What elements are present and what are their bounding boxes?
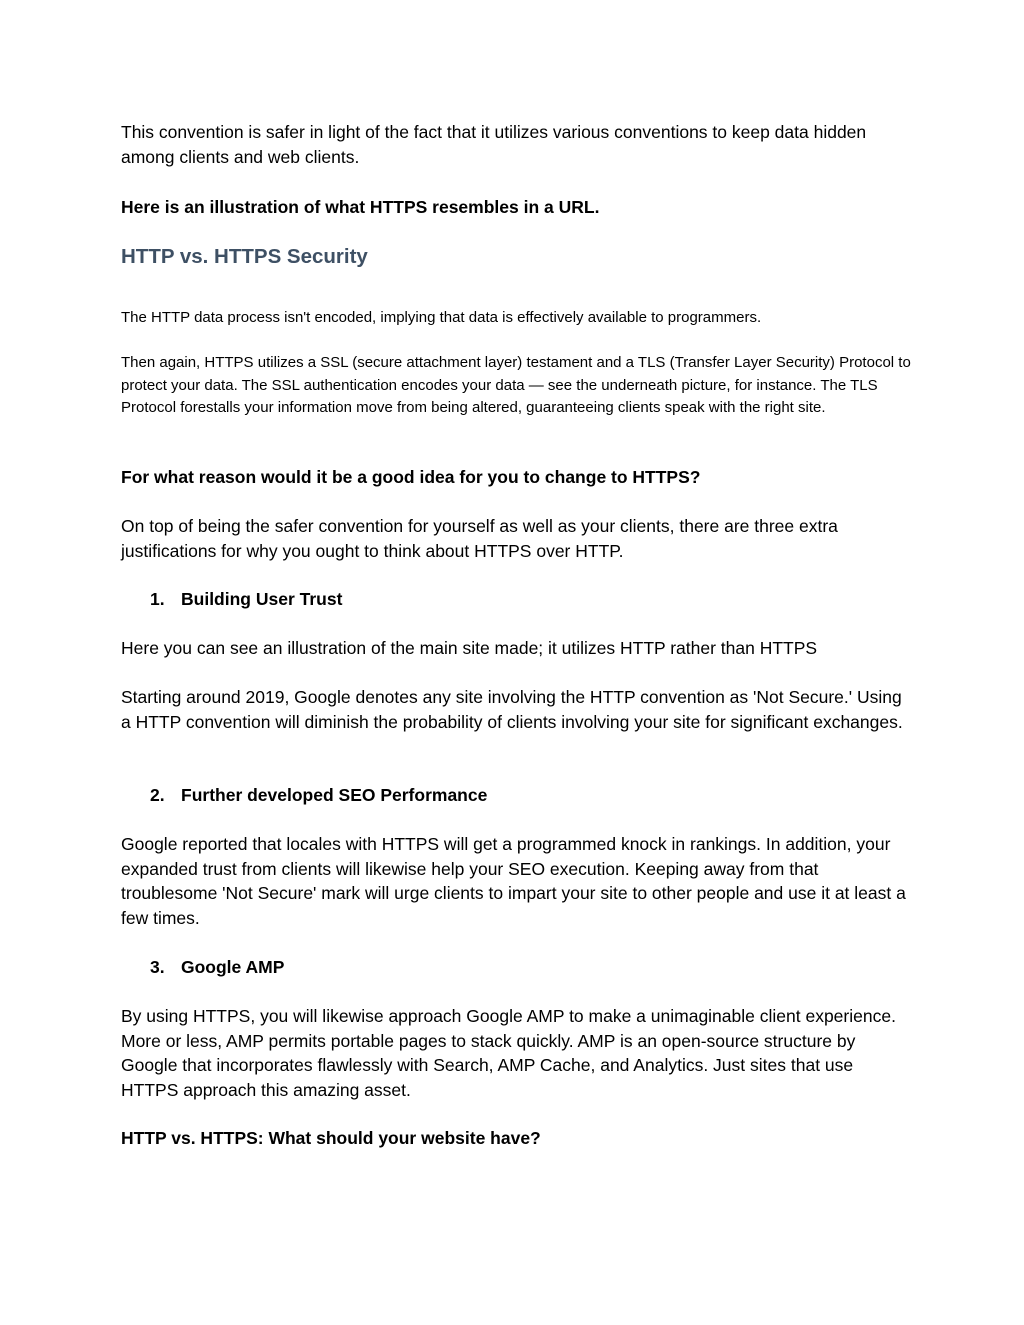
why-heading-text: For what reason would it be a good idea for you to change to HTTPS? <box>121 467 701 487</box>
security-heading <box>121 244 911 270</box>
https-paragraph <box>121 352 911 420</box>
list-item-3-number: 3. <box>150 957 165 977</box>
http-paragraph <box>121 307 911 330</box>
list-item-2-number: 2. <box>150 785 165 805</box>
list-item-2-label: Further developed SEO Performance <box>181 785 488 805</box>
item3-paragraph-text: By using HTTPS, you will likewise approach Google AMP to make a unimaginable client experience. More or less, AMP permits portable pages to stack quickly. AMP is an open-source structure by Google that incorporates flawlessly with Search, AMP Cache, and Analytics. Just sites that use HTTPS approach this amazing asset. <box>121 1006 896 1100</box>
item1-paragraph-2 <box>121 685 911 734</box>
https-paragraph-text: Then again, HTTPS utilizes a SSL (secure attachment layer) testament and a TLS (Transfer Layer Security) Protocol to protect your data. The SSL authentication encodes your data — see the underneath picture, for instance. The TLS Protocol forestalls your information move from being altered, guaranteeing clients speak with the right site. <box>121 354 911 417</box>
list-item-1-number: 1. <box>150 589 165 609</box>
final-heading <box>121 1126 911 1151</box>
list-item-3 <box>121 955 911 980</box>
item3-paragraph <box>121 1004 911 1102</box>
illustration-note <box>121 195 911 220</box>
item2-paragraph <box>121 832 911 930</box>
security-heading-text: HTTP vs. HTTPS Security <box>121 245 368 268</box>
list-item-1-label: Building User Trust <box>181 589 343 609</box>
list-item-1 <box>121 587 911 612</box>
item1-paragraph-1 <box>121 636 911 661</box>
item1-paragraph-1-text: Here you can see an illustration of the main site made; it utilizes HTTP rather than HTTPS <box>121 638 818 658</box>
list-item-3-label: Google AMP <box>181 957 285 977</box>
item1-paragraph-2-text: Starting around 2019, Google denotes any site involving the HTTP convention as 'Not Secure.' Using a HTTP convention will diminish the probability of clients involving your site for significant exchanges. <box>121 687 903 732</box>
intro-text: This convention is safer in light of the fact that it utilizes various conventions to keep data hidden among clients and web clients. <box>121 122 867 167</box>
item2-paragraph-text: Google reported that locales with HTTPS will get a programmed knock in rankings. In addition, your expanded trust from clients will likewise help your SEO execution. Keeping away from that troublesome 'Not Secure' mark will urge clients to impart your site to other people and use it at least a few times. <box>121 834 906 928</box>
final-heading-text: HTTP vs. HTTPS: What should your website have? <box>121 1128 541 1148</box>
why-heading <box>121 465 911 490</box>
why-paragraph <box>121 514 911 563</box>
http-paragraph-text: The HTTP data process isn't encoded, implying that data is effectively available to programmers. <box>121 309 762 326</box>
intro-paragraph <box>121 120 911 169</box>
why-paragraph-text: On top of being the safer convention for yourself as well as your clients, there are three extra justifications for why you ought to think about HTTPS over HTTP. <box>121 516 838 561</box>
illustration-note-text: Here is an illustration of what HTTPS resembles in a URL. <box>121 197 600 217</box>
list-item-2 <box>121 783 911 808</box>
